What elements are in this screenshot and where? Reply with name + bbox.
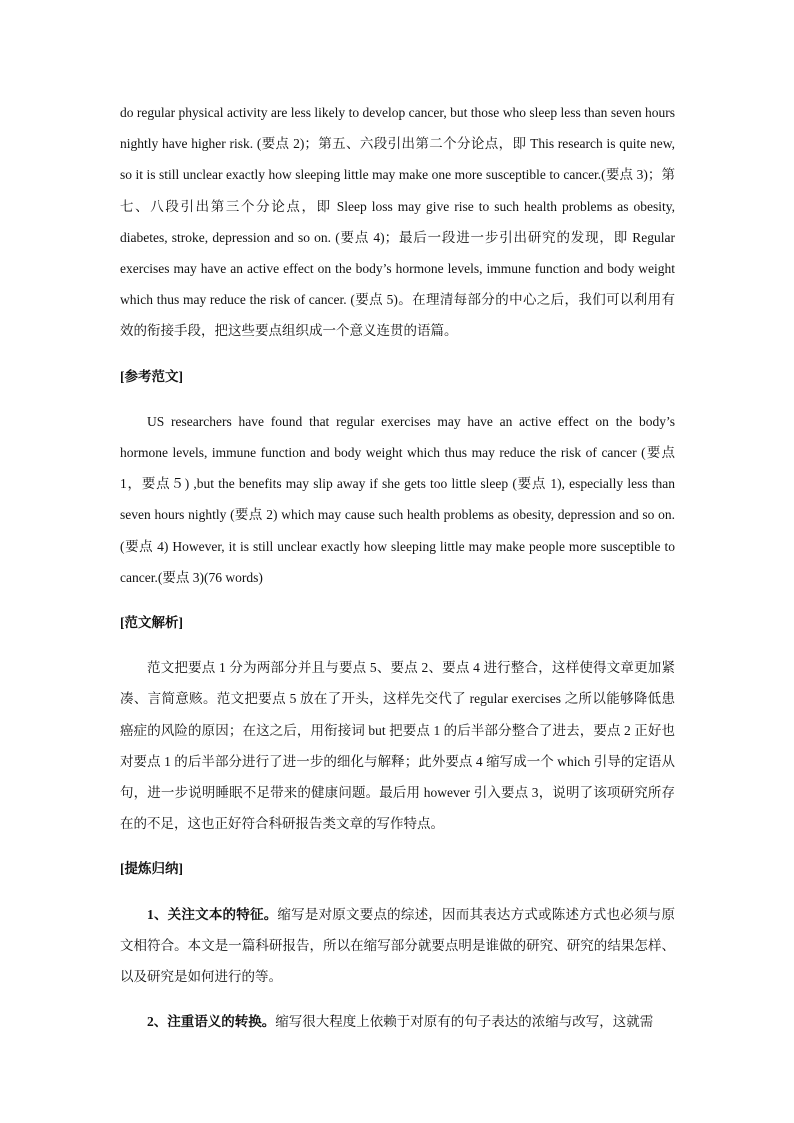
tip-1-lead: 1、关注文本的特征。 (147, 906, 278, 922)
summary-heading: [提炼归纳] (120, 861, 183, 877)
tip-2-text: 缩写很大程度上依赖于对原有的句子表达的浓缩与改写，这就需 (275, 1014, 654, 1030)
document-page (120, 97, 675, 1037)
analysis-heading: [范文解析] (120, 615, 183, 631)
tip-paragraph-1 (120, 899, 675, 993)
analysis-paragraph: 范文把要点 1 分为两部分并且与要点 5、要点 2、要点 4 进行整合，这样使得文章更加紧凑、言简意赅。范文把要点 5 放在了开头，这样先交代了 regular exercises 之所以能够降低患癌症的风险的原因；在这之后，用衔接词 but 把要点 1 的后半部分整合了进去，要点 2 正好也对要点 1 的后半部分进行了进一步的细化与解释；此外要点 4 缩写成一个 which 引导的定语从句，进一步说明睡眠不足带来的健康问题。最后用 however 引入要点 3，说明了该项研究所存在的不足，这也正好符合科研报告类文章的写作特点。 (120, 660, 675, 832)
sample-essay-paragraph: US researchers have found that regular exercises may have an active effect on the body’s hormone levels, immune function and body weight which thus may reduce the risk of cancer (要点 1，要点５) ,but the benefits may slip away if she gets too little sleep (要点 1), especially less than seven hours nightly (要点 2) which may cause such health problems as obesity, depression and so on. (要点 4) However, it is still unclear exactly how sleeping little may make people more susceptible to cancer.(要点 3)(76 words) (120, 413, 675, 585)
tip-paragraph-2 (120, 1006, 675, 1037)
tip-2-lead: 2、注重语义的转换。 (147, 1014, 276, 1030)
analysis-intro-paragraph: do regular physical activity are less likely to develop cancer, but those who sleep less than seven hours nightly have higher risk. (要点 2)；第五、六段引出第二个分论点，即 This research is quite new, so it is still unclear exactly how sleeping little may make one more susceptible to cancer.(要点 3)；第七、八段引出第三个分论点，即 Sleep loss may give rise to such health problems as obesity, diabetes, stroke, depression and so on. (要点 4)；最后一段进一步引出研究的发现，即 Regular exercises may have an active effect on the body’s hormone levels, immune function and body weight which thus may reduce the risk of cancer. (要点 5)。在理清每部分的中心之后，我们可以利用有效的衔接手段，把这些要点组织成一个意义连贯的语篇。 (120, 105, 675, 339)
tip-1-text: 缩写是对原文要点的综述，因而其表达方式或陈述方式也必须与原文相符合。本文是一篇科研报告，所以在缩写部分就要点明是谁做的研究、研究的结果怎样、以及研究是如何进行的等。 (120, 906, 675, 985)
sample-heading: [参考范文] (120, 368, 183, 384)
